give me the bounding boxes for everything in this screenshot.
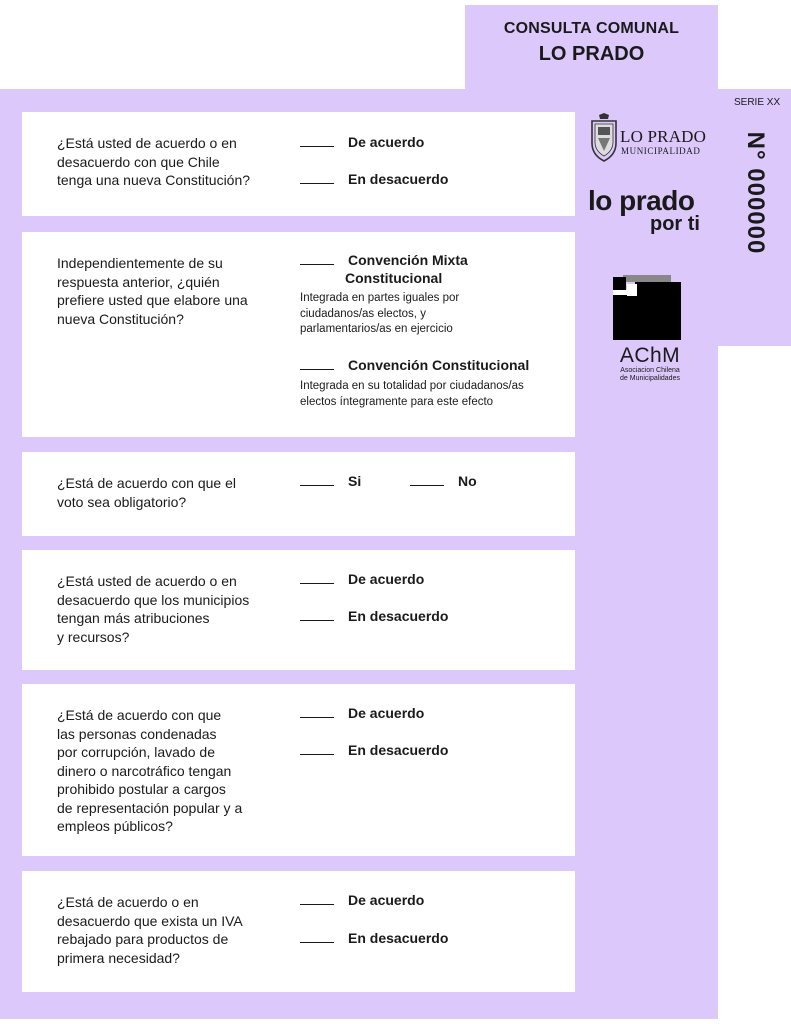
achm-logo: [605, 272, 695, 392]
question-text: ¿Está usted de acuerdo o en desacuerdo que los municipios tengan más atribuciones y recursos?: [57, 573, 250, 645]
slogan-line2: por ti: [650, 213, 700, 235]
mark-line[interactable]: [300, 620, 334, 621]
option-convencion-constitucional[interactable]: Convención Constitucional: [300, 357, 529, 373]
header-tab: [465, 5, 718, 89]
option-en-desacuerdo[interactable]: En desacuerdo: [300, 930, 448, 946]
question-card-4: [22, 550, 575, 670]
option-de-acuerdo[interactable]: De acuerdo: [300, 892, 424, 908]
slogan-line1: lo prado: [588, 185, 695, 216]
mark-line[interactable]: [300, 717, 334, 718]
mark-line[interactable]: [300, 942, 334, 943]
question-card-3: [22, 452, 575, 536]
option-convencion-mixta-line2: Constitucional: [345, 270, 443, 286]
mark-line[interactable]: [300, 754, 334, 755]
option-convencion-constitucional-description: Integrada en su totalidad por ciudadanos/as electos íntegramente para este efecto: [300, 380, 524, 408]
serie-label: SERIE XX: [734, 97, 781, 108]
mark-line[interactable]: [300, 183, 334, 184]
option-de-acuerdo[interactable]: De acuerdo: [300, 134, 424, 150]
coat-of-arms-icon: [590, 113, 618, 163]
municipality-name: LO PRADO: [620, 127, 707, 146]
option-en-desacuerdo[interactable]: En desacuerdo: [300, 742, 448, 758]
question-card-2: [22, 232, 575, 437]
question-text: ¿Está usted de acuerdo o en desacuerdo con que Chile tenga una nueva Constitución?: [57, 135, 251, 188]
mark-line[interactable]: [300, 904, 334, 905]
mark-line[interactable]: [300, 264, 334, 265]
question-card-6: [22, 871, 575, 992]
option-de-acuerdo[interactable]: De acuerdo: [300, 571, 424, 587]
municipality-subtitle: MUNICIPALIDAD: [621, 146, 701, 156]
achm-name: AChM: [619, 344, 681, 367]
option-si[interactable]: Si: [300, 473, 361, 489]
question-text: ¿Está de acuerdo con que el voto sea obligatorio?: [57, 475, 237, 510]
question-card-5: [22, 684, 575, 856]
header-subtitle: LO PRADO: [538, 43, 645, 65]
option-de-acuerdo[interactable]: De acuerdo: [300, 705, 424, 721]
mark-line[interactable]: [410, 485, 444, 486]
question-card-1: [22, 112, 575, 216]
achm-fullname: Asociacion Chilena de Municipalidades: [620, 367, 680, 382]
mark-line[interactable]: [300, 146, 334, 147]
mark-line[interactable]: [300, 369, 334, 370]
mark-line[interactable]: [300, 485, 334, 486]
option-en-desacuerdo[interactable]: En desacuerdo: [300, 171, 448, 187]
municipality-logo: [590, 113, 708, 165]
header-title: CONSULTA COMUNAL: [503, 20, 680, 37]
option-convencion-mixta[interactable]: Convención Mixta: [300, 252, 468, 268]
mark-line[interactable]: [300, 583, 334, 584]
option-en-desacuerdo[interactable]: En desacuerdo: [300, 608, 448, 624]
question-text: ¿Está de acuerdo o en desacuerdo que exista un IVA rebajado para productos de primera necesidad?: [57, 894, 243, 966]
achm-mark-icon: [613, 272, 683, 342]
question-text: Independientemente de su respuesta anterior, ¿quién prefiere usted que elabore una nueva Constitución?: [57, 255, 248, 327]
option-no[interactable]: No: [410, 473, 477, 489]
question-text: ¿Está de acuerdo con que las personas condenadas por corrupción, lavado de dinero o narcotráfico tengan prohibido postular a cargos de representación popular y a empleos públicos?: [57, 707, 243, 834]
option-convencion-mixta-description: Integrada en partes iguales por ciudadanos/as electos, y parlamentarios/as en ejercicio: [300, 292, 460, 335]
